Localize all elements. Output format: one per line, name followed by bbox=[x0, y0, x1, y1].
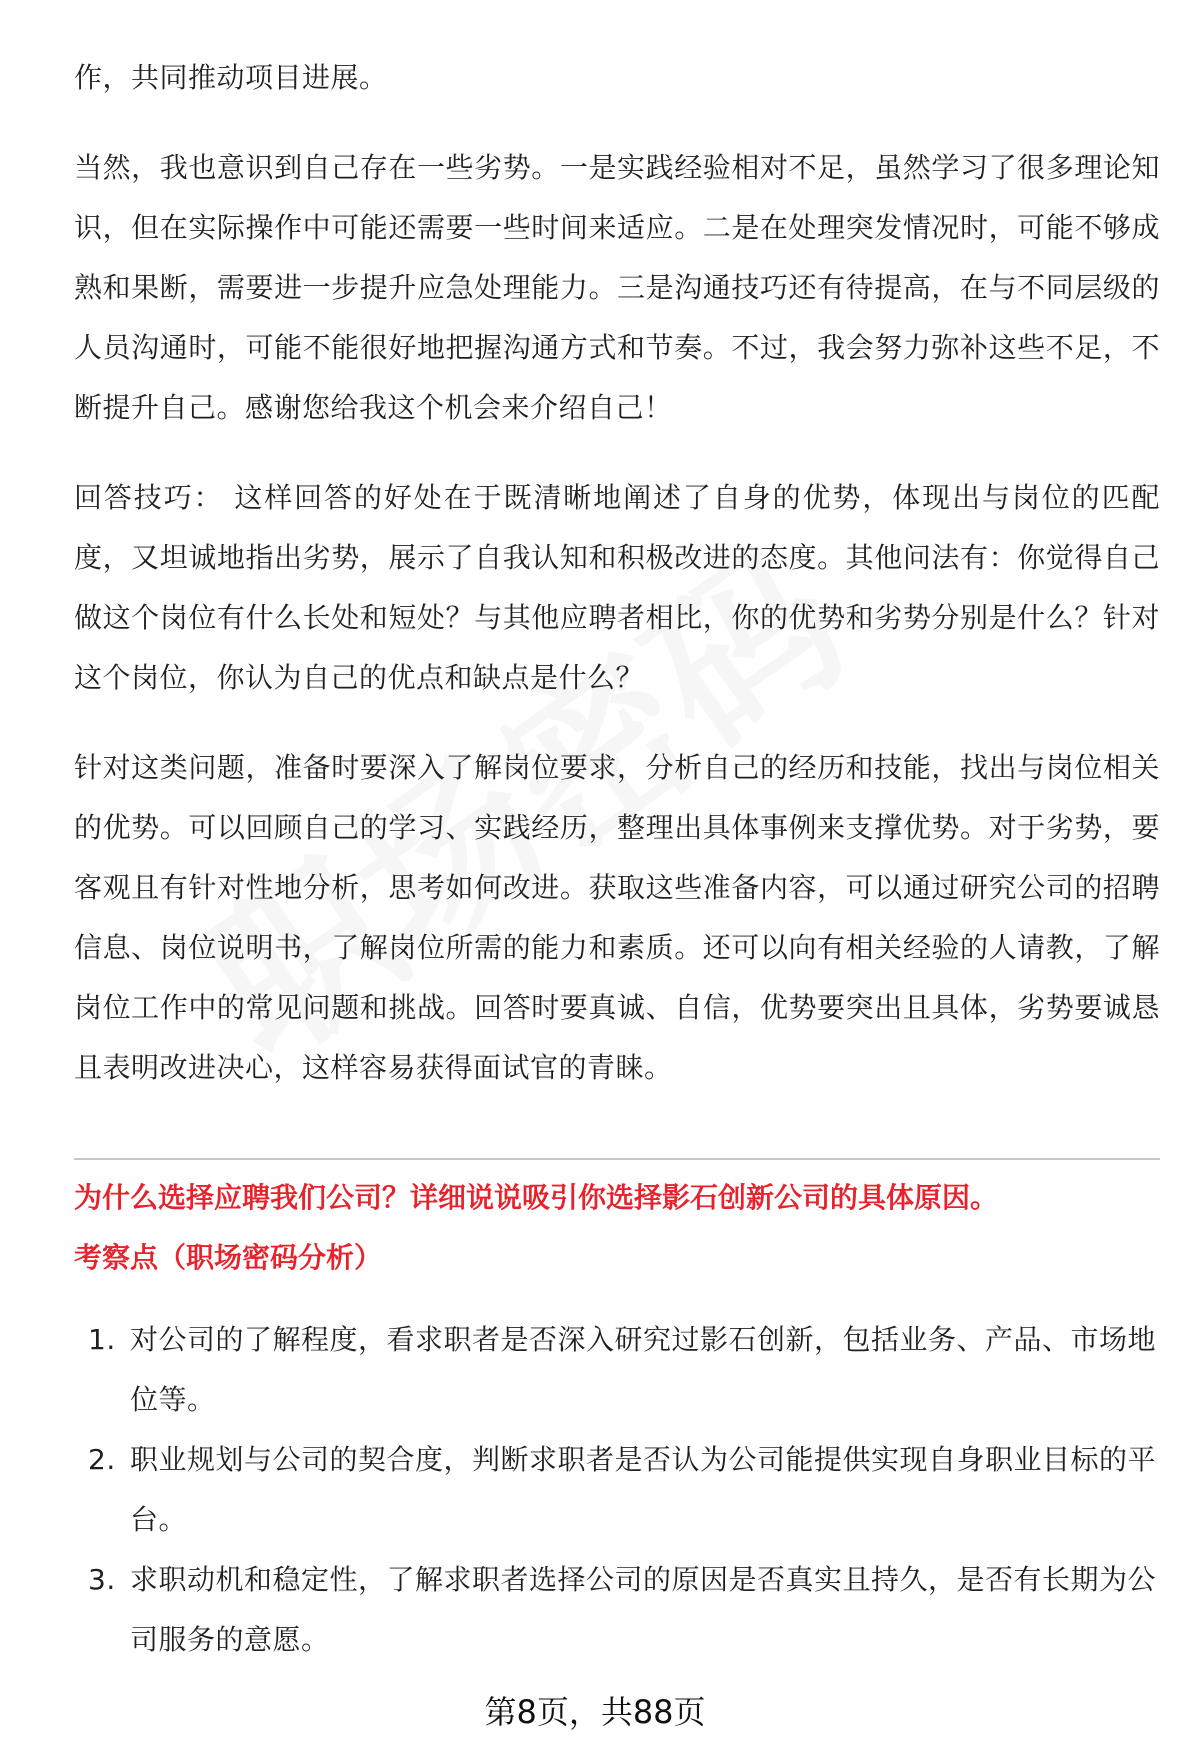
paragraph-preparation: 针对这类问题，准备时要深入了解岗位要求，分析自己的经历和技能，找出与岗位相关的优势。可以回顾自己的学习、实践经历，整理出具体事例来支撑优势。对于劣势，要客观且有针对性地分析，思考如何改进。获取这些准备内容，可以通过研究公司的招聘信息、岗位说明书，了解岗位所需的能力和素质。还可以向有相关经验的人请教，了解岗位工作中的常见问题和挑战。回答时要真诚、自信，优势要突出且具体，劣势要诚恳且表明改进决心，这样容易获得面试官的青睐。 bbox=[74, 751, 1160, 1084]
question-title: 为什么选择应聘我们公司？详细说说吸引你选择影石创新公司的具体原因。 bbox=[74, 1181, 999, 1214]
assessment-points-list bbox=[74, 1310, 1160, 1670]
question-section bbox=[74, 1168, 1160, 1670]
list-item bbox=[74, 1550, 1160, 1670]
list-item-text: 职业规划与公司的契合度，判断求职者是否认为公司能提供实现自身职业目标的平台。 bbox=[130, 1443, 1157, 1536]
paragraph-weaknesses: 当然，我也意识到自己存在一些劣势。一是实践经验相对不足，虽然学习了很多理论知识，但在实际操作中可能还需要一些时间来适应。二是在处理突发情况时，可能不够成熟和果断，需要进一步提升应急处理能力。三是沟通技巧还有待提高，在与不同层级的人员沟通时，可能不能很好地把握沟通方式和节奏。不过，我会努力弥补这些不足，不断提升自己。感谢您给我这个机会来介绍自己！ bbox=[74, 151, 1160, 424]
list-item-number: 3. bbox=[88, 1563, 116, 1596]
list-item bbox=[74, 1310, 1160, 1430]
page-number: 第8页，共88页 bbox=[484, 1693, 706, 1731]
question-subtitle: 考察点（职场密码分析） bbox=[74, 1241, 383, 1274]
paragraph-answer-tips: 回答技巧： 这样回答的好处在于既清晰地阐述了自身的优势，体现出与岗位的匹配度，又坦诚地指出劣势，展示了自我认知和积极改进的态度。其他问法有：你觉得自己做这个岗位有什么长处和短处？与其他应聘者相比，你的优势和劣势分别是什么？针对这个岗位，你认为自己的优点和缺点是什么？ bbox=[74, 481, 1160, 694]
section-divider bbox=[74, 1158, 1160, 1160]
list-item-number: 2. bbox=[88, 1443, 116, 1476]
list-item-number: 1. bbox=[88, 1323, 116, 1356]
list-item bbox=[74, 1430, 1160, 1550]
body-text bbox=[74, 48, 1160, 1098]
list-item-text: 求职动机和稳定性，了解求职者选择公司的原因是否真实且持久，是否有长期为公司服务的意愿。 bbox=[130, 1563, 1157, 1656]
list-item-text: 对公司的了解程度，看求职者是否深入研究过影石创新，包括业务、产品、市场地位等。 bbox=[130, 1323, 1157, 1416]
paragraph-continuation: 作，共同推动项目进展。 bbox=[74, 61, 388, 94]
